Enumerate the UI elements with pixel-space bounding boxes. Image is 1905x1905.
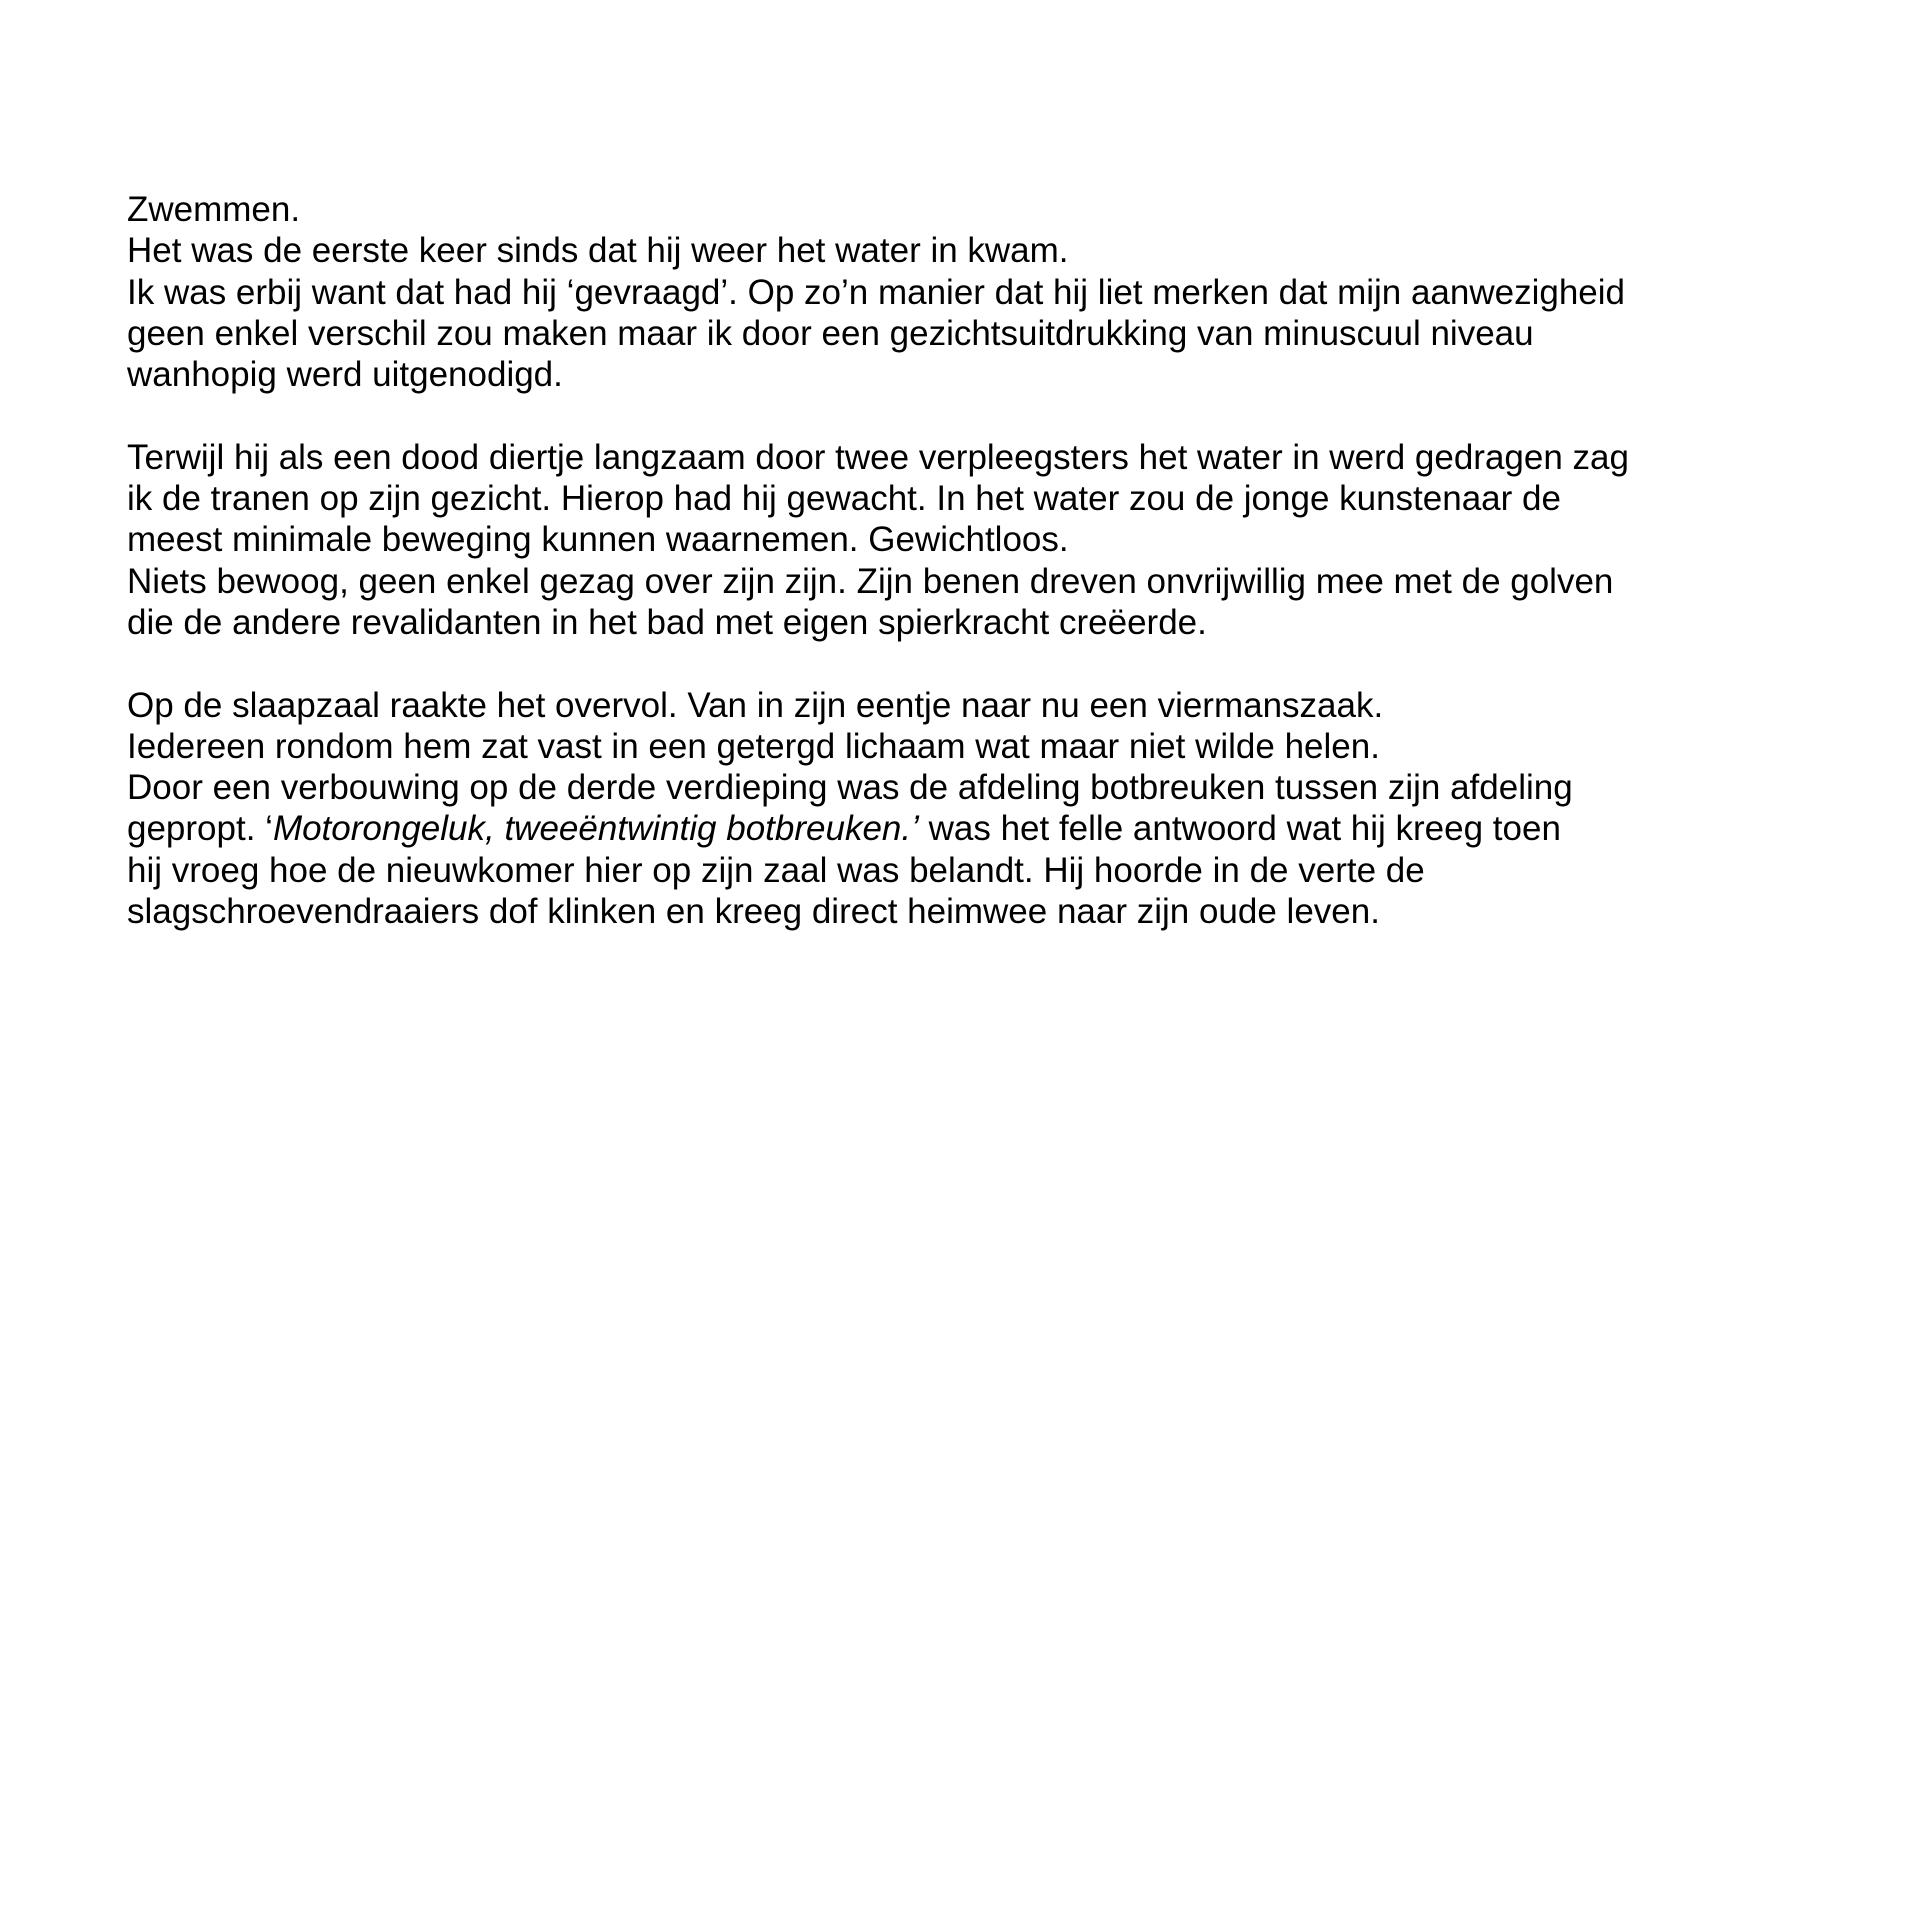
text-segment: was het felle antwoord wat hij kreeg toen <box>918 809 1561 849</box>
mixed-text-line <box>127 808 1807 849</box>
text-line: Zwemmen. <box>127 190 301 229</box>
text-line: geen enkel verschil zou maken maar ik door een gezichtsuitdrukking van minuscuul niveau <box>127 313 1534 353</box>
text-line: slagschroevendraaiers dof klinken en kreeg direct heimwee naar zijn oude leven. <box>127 892 1380 932</box>
text-line: Terwijl hij als een dood diertje langzaam door twee verpleegsters het water in werd gedragen zag <box>127 437 1629 477</box>
italic-quote: Motorongeluk, tweeëntwintig botbreuken.’ <box>272 809 919 849</box>
text-line: Niets bewoog, geen enkel gezag over zijn zijn. Zijn benen dreven onvrijwillig mee met de golven <box>127 561 1614 601</box>
text-line: meest minimale beweging kunnen waarnemen. Gewichtloos. <box>127 520 1069 560</box>
text-line: ik de tranen op zijn gezicht. Hierop had hij gewacht. In het water zou de jonge kunstenaar de <box>127 479 1561 519</box>
text-line: Iedereen rondom hem zat vast in een getergd lichaam wat maar niet wilde helen. <box>127 726 1380 766</box>
text-segment: gepropt. ‘ <box>127 809 273 849</box>
text-line: Het was de eerste keer sinds dat hij weer het water in kwam. <box>127 231 1069 271</box>
paragraph-gap <box>127 395 1807 436</box>
text-line: Ik was erbij want dat had hij ‘gevraagd’. Op zo’n manier dat hij liet merken dat mijn aanwezigheid <box>127 272 1626 312</box>
paragraph-2 <box>127 437 1807 643</box>
paragraph-3 <box>127 685 1807 933</box>
story-text <box>127 189 1807 932</box>
paragraph-gap <box>127 643 1807 684</box>
text-line: die de andere revalidanten in het bad met eigen spierkracht creëerde. <box>127 602 1207 642</box>
text-line: Door een verbouwing op de derde verdieping was de afdeling botbreuken tussen zijn afdeling <box>127 768 1573 808</box>
text-line: Op de slaapzaal raakte het overvol. Van in zijn eentje naar nu een viermanszaak. <box>127 685 1384 725</box>
text-line: hij vroeg hoe de nieuwkomer hier op zijn zaal was belandt. Hij hoorde in de verte de <box>127 850 1425 890</box>
paragraph-1 <box>127 189 1807 395</box>
text-line: wanhopig werd uitgenodigd. <box>127 355 563 395</box>
